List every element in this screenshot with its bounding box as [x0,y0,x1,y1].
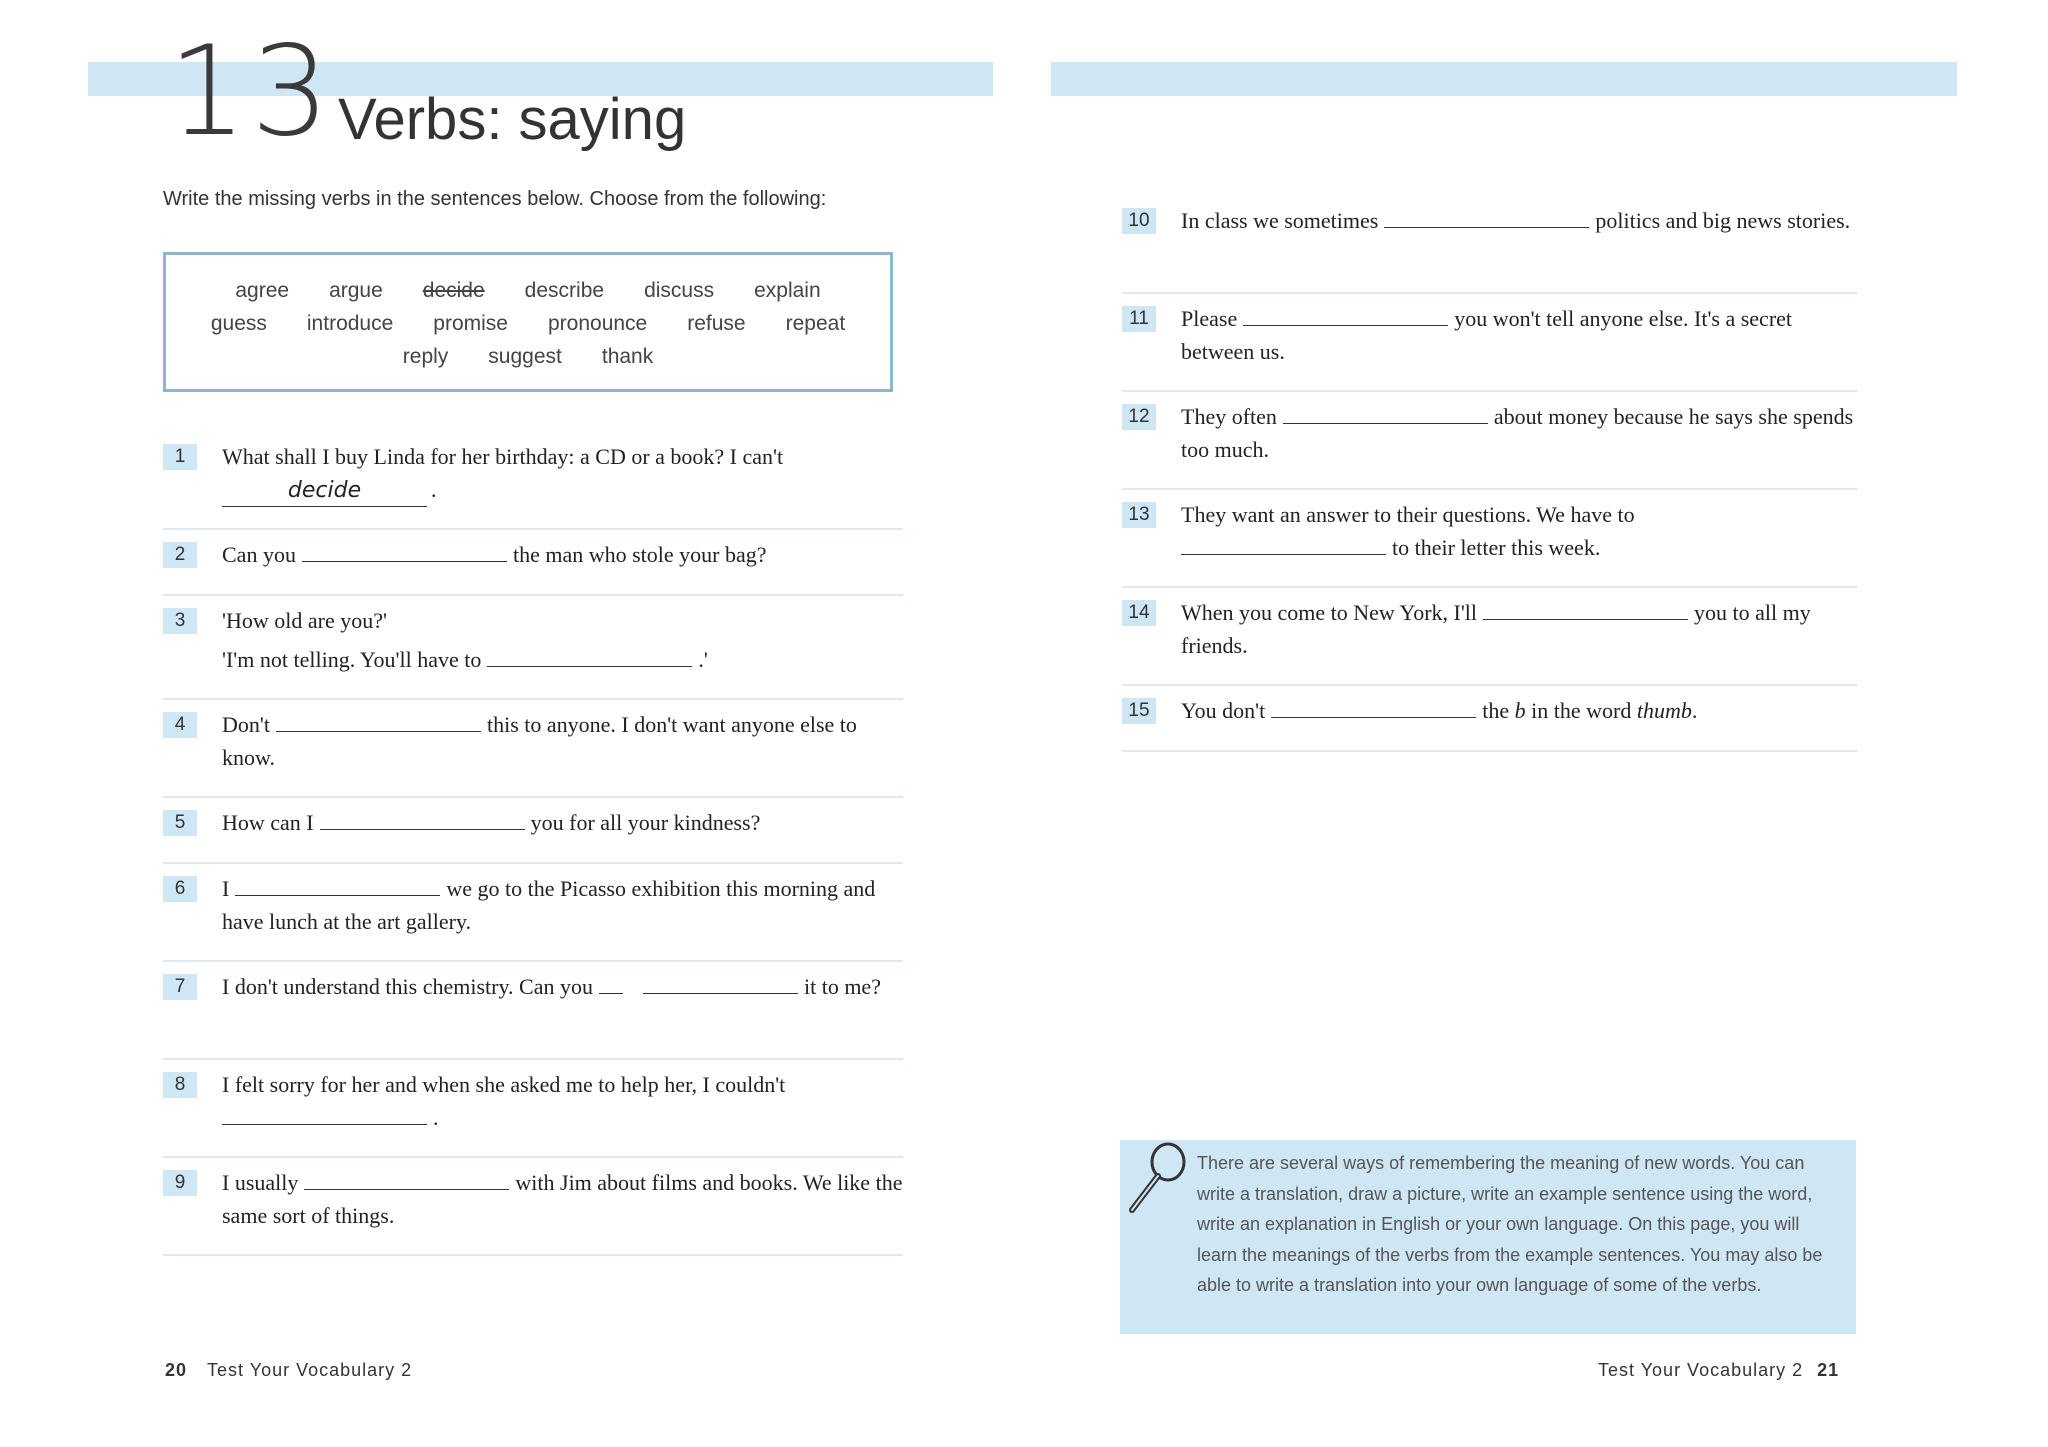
exercise-item [163,596,903,700]
item-text-part: When you come to New York, I'll [1181,600,1478,625]
exercise-item [163,1060,903,1158]
item-number: 9 [163,1170,197,1196]
exercise-item [1122,294,1857,392]
item-text-part: this to anyone. I don't want anyone else to know. [222,712,857,770]
word-choice: guess [210,312,267,335]
answer-blank[interactable] [302,539,507,562]
word-choice: argue [329,279,383,302]
unit-title: Verbs: saying [338,87,687,152]
item-number: 15 [1122,698,1156,724]
item-text [222,708,903,774]
exercise-item [163,864,903,962]
footer-left [165,1360,412,1381]
item-text-part: the [1482,698,1510,723]
item-text-part: . [433,1105,439,1130]
item-number: 4 [163,712,197,738]
item-text-part: you for all your kindness? [530,810,761,835]
exercise-item [163,1158,903,1256]
item-text [222,1166,903,1232]
item-text [1181,400,1857,466]
tip-box [1120,1140,1856,1334]
word-choice: introduce [306,312,394,335]
item-text-part: Can you [222,542,296,567]
answer-example: decide [222,476,427,507]
item-number: 10 [1122,208,1156,234]
item-text-part: Please [1181,306,1238,331]
item-text-part: . [431,477,437,502]
item-text-part: .' [698,647,708,672]
item-text-part: you to all my friends. [1181,600,1811,658]
item-text [222,604,903,676]
item-number: 1 [163,444,197,470]
word-choice: promise [433,312,508,335]
word-choice: repeat [785,312,846,335]
answer-blank[interactable] [599,971,623,994]
item-text-part: we go to the Picasso exhibition this morning and have lunch at the art gallery. [222,876,876,934]
item-number: 12 [1122,404,1156,430]
item-text-part: to their letter this week. [1392,535,1601,560]
item-text [1181,498,1857,564]
page-number: 21 [1817,1360,1840,1380]
exercise-list-right [1122,196,1857,752]
item-text-part: They want an answer to their questions. We have to [1181,502,1635,527]
item-number: 3 [163,608,197,634]
word-choice: agree [235,279,290,302]
item-text [222,872,903,938]
item-text-part: Don't [222,712,270,737]
word-choice: thank [601,345,654,368]
word-choice: explain [754,279,821,302]
item-text-part: the man who stole your bag? [512,542,767,567]
exercise-item [1122,588,1857,686]
item-number: 2 [163,542,197,568]
item-number: 5 [163,810,197,836]
item-text [1181,694,1857,727]
exercise-item [163,432,903,530]
item-text-part: you won't tell anyone else. It's a secret between us. [1181,306,1793,364]
answer-blank[interactable] [235,873,440,896]
word-row [166,345,890,369]
item-text [222,538,903,571]
item-text-part: In class we sometimes [1181,208,1379,233]
unit-number: 13 [168,20,334,164]
magnifying-glass-icon [1126,1140,1192,1214]
page-number: 20 [165,1360,188,1380]
item-number: 7 [163,974,197,1000]
item-text [1181,204,1857,237]
item-text-part: . [1691,698,1698,723]
word-choice: reply [402,345,449,368]
answer-blank[interactable] [643,971,798,994]
item-text [222,806,903,839]
item-number: 14 [1122,600,1156,626]
answer-blank[interactable] [1243,303,1448,326]
answer-blank[interactable] [487,644,692,667]
item-text-part: You don't [1181,698,1266,723]
item-text-part: 'How old are you?' [222,608,387,633]
item-text-part: about money because he says she spends too much. [1181,404,1854,462]
item-text-part: I [222,876,230,901]
item-text [222,440,903,507]
item-text-part: politics and big news stories. [1595,208,1851,233]
item-text-part: How can I [222,810,314,835]
item-number: 6 [163,876,197,902]
instruction-text: Write the missing verbs in the sentences below. Choose from the following: [163,188,827,210]
item-text-part: What shall I buy Linda for her birthday: a CD or a book? I can't [222,444,784,469]
header-band-right [1051,62,1957,96]
exercise-item [1122,196,1857,294]
item-text-part: b [1514,698,1526,723]
answer-blank[interactable] [1384,205,1589,228]
word-choice: describe [524,279,605,302]
item-number: 13 [1122,502,1156,528]
item-text [222,1068,903,1134]
answer-blank[interactable] [320,807,525,830]
exercise-item [1122,686,1857,752]
answer-blank[interactable] [304,1167,509,1190]
exercise-item [1122,490,1857,588]
item-text-part: in the word [1531,698,1632,723]
answer-blank[interactable] [1181,532,1386,555]
word-choice: refuse [687,312,746,335]
item-text-part: I usually [222,1170,299,1195]
exercise-item [163,530,903,596]
exercise-item [163,962,903,1060]
tip-text: There are several ways of remembering the meaning of new words. You can write a translation, draw a picture, write an example sentence using the word, write an explanation in English or your own language. On this page, you will learn the meanings of the verbs from the example sentences. You may also be able to write a translation into your own language of some of the verbs. [1197,1153,1823,1295]
answer-blank[interactable] [1271,695,1476,718]
item-text-part: I felt sorry for her and when she asked me to help her, I couldn't [222,1072,786,1097]
book-title: Test Your Vocabulary 2 [1598,1360,1804,1380]
word-box [163,252,893,392]
exercise-item [163,798,903,864]
word-choice-used: decide [422,279,485,302]
item-number: 8 [163,1072,197,1098]
exercise-item [163,700,903,798]
word-choice: suggest [488,345,562,368]
item-text-part: 'I'm not telling. You'll have to [222,647,482,672]
item-text-part: thumb [1636,698,1692,723]
item-text [1181,302,1857,368]
item-text [1181,596,1857,662]
item-number: 11 [1122,306,1156,332]
item-text [222,970,903,1003]
word-choice: discuss [644,279,715,302]
answer-blank[interactable] [222,1102,427,1125]
answer-blank[interactable] [276,709,481,732]
item-text-part: it to me? [803,974,881,999]
item-text-part: I don't understand this chemistry. Can you [222,974,593,999]
answer-blank[interactable] [1283,401,1488,424]
word-row [166,279,890,303]
exercise-item [1122,392,1857,490]
book-title: Test Your Vocabulary 2 [207,1360,413,1380]
item-text-part: They often [1181,404,1277,429]
word-row [166,312,890,336]
footer-right [1598,1360,1853,1381]
exercise-list-left [163,432,903,1256]
answer-blank[interactable] [1483,597,1688,620]
item-text-part: with Jim about films and books. We like the same sort of things. [222,1170,903,1228]
word-choice: pronounce [547,312,648,335]
